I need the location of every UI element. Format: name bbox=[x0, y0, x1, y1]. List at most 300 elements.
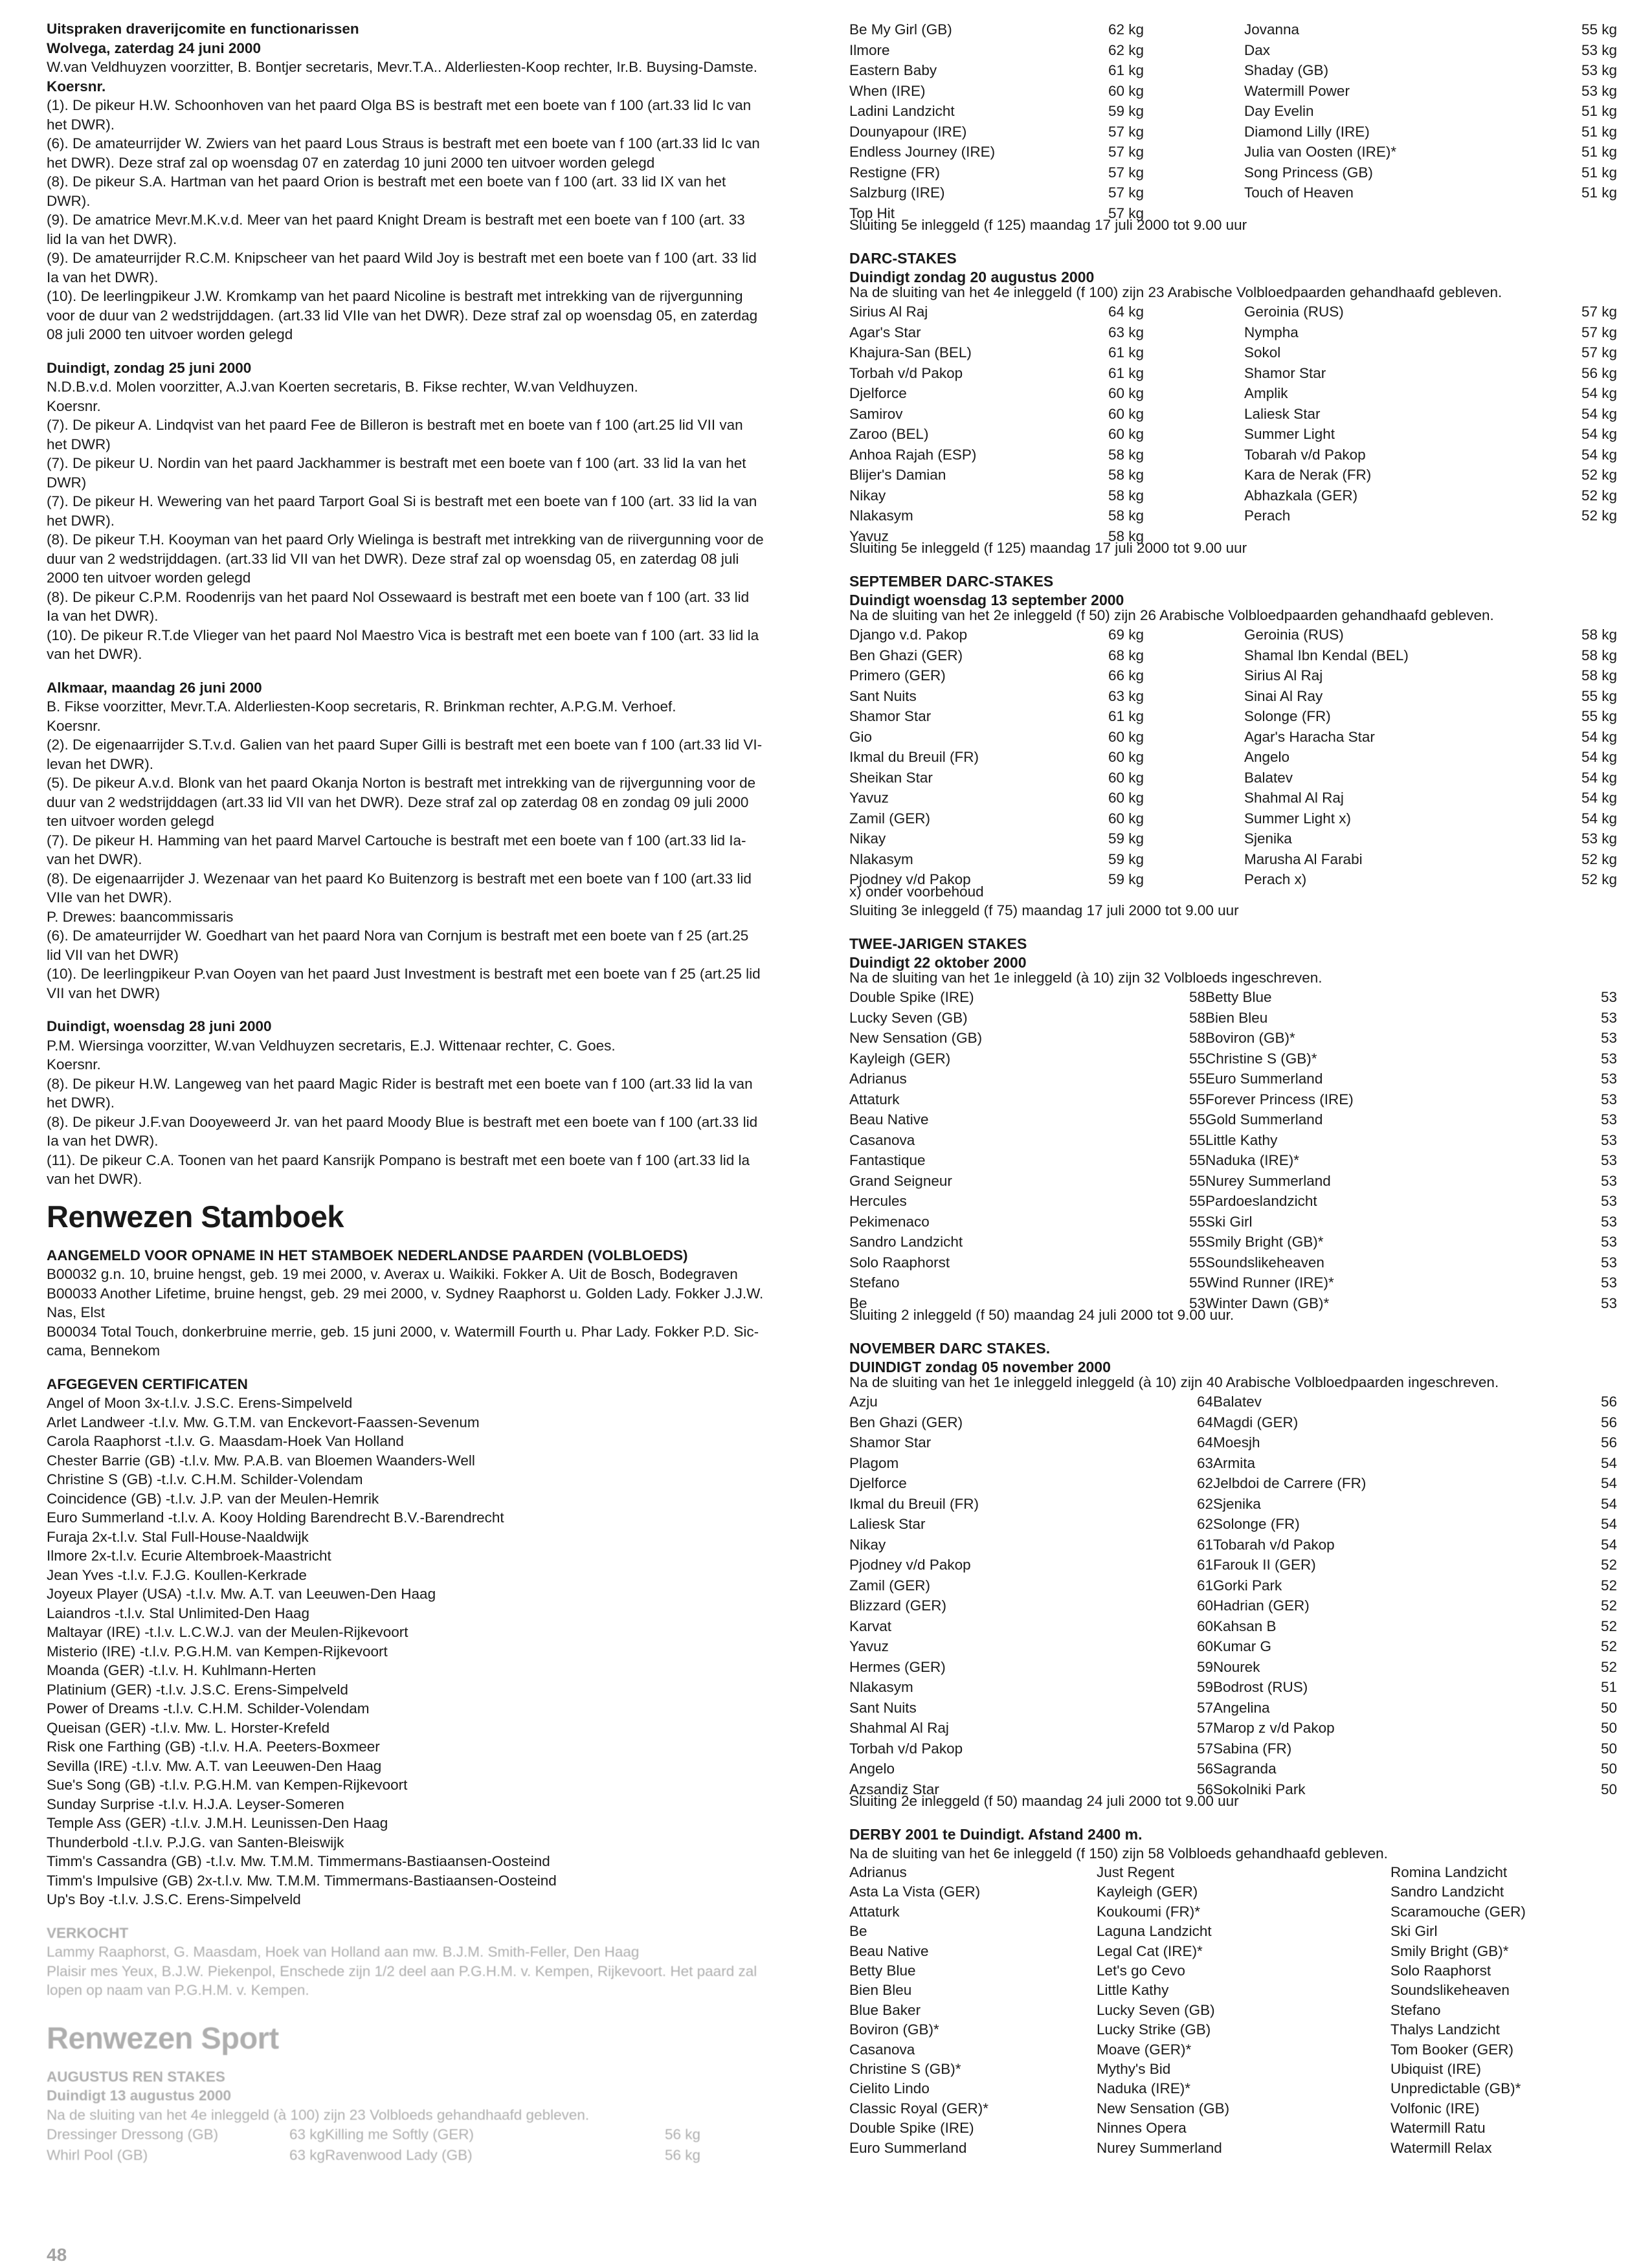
cell: 52 kg bbox=[1581, 467, 1617, 483]
cell: 52 bbox=[1600, 1597, 1617, 1614]
list-item bbox=[849, 727, 1617, 748]
list-item bbox=[849, 1677, 1617, 1698]
cell: Solo Raaphorst bbox=[1390, 1962, 1491, 1979]
cell: 50 bbox=[1600, 1699, 1617, 1716]
cell: Fantastique bbox=[849, 1152, 926, 1168]
september-date: Duindigt woensdag 13 september 2000 bbox=[849, 591, 1124, 608]
ruling-line: (7). De pikeur H. Hamming van het paard Marvel Cartouche is bestraft met een boete van f 100 (art.33 lid Ia- bbox=[47, 832, 746, 849]
list-item bbox=[849, 808, 1617, 829]
cell: Moesjh bbox=[1213, 1434, 1260, 1451]
registration-line: cama, Bennekom bbox=[47, 1342, 161, 1359]
cell: 53 bbox=[1600, 1030, 1617, 1046]
cell: 55 bbox=[1189, 1111, 1205, 1128]
cell: 64 bbox=[1196, 1434, 1213, 1451]
cell: 64 bbox=[1196, 1394, 1213, 1410]
certificate-line: Coincidence (GB) -t.l.v. J.P. van der Meulen-Hemrik bbox=[47, 1490, 379, 1507]
november-title: NOVEMBER DARC STAKES. bbox=[849, 1339, 1051, 1357]
cell: 54 kg bbox=[1581, 728, 1617, 745]
derby-title: DERBY 2001 te Duindigt. Afstand 2400 m. bbox=[849, 1825, 1143, 1843]
cell: 63 kg bbox=[289, 2146, 325, 2163]
list-item bbox=[849, 1049, 1617, 1069]
cell: Let's go Cevo bbox=[1097, 1962, 1185, 1979]
cell: Kayleigh (GER) bbox=[849, 1050, 951, 1067]
cell: Yavuz bbox=[849, 790, 889, 806]
cell: Geroinia (RUS) bbox=[1244, 304, 1344, 320]
list-item bbox=[849, 987, 1617, 1008]
cell: 60 kg bbox=[1108, 769, 1144, 786]
cell: Casanova bbox=[849, 2041, 915, 2058]
cell: Whirl Pool (GB) bbox=[47, 2146, 148, 2163]
cell: 55 bbox=[1189, 1274, 1205, 1291]
cell: 63 kg bbox=[1108, 324, 1144, 340]
sport-subtitle: AUGUSTUS REN STAKES bbox=[47, 2068, 225, 2085]
cell: 61 kg bbox=[1108, 364, 1144, 381]
certificate-line: Timm's Impulsive (GB) 2x-t.l.v. Mw. T.M.M. Timmermans-Bastiaansen-Oosteind bbox=[47, 1872, 557, 1889]
list-item bbox=[849, 1698, 1617, 1718]
list-item bbox=[849, 19, 1617, 40]
cell: Euro Summerland bbox=[849, 2139, 967, 2156]
cell: Ben Ghazi (GER) bbox=[849, 647, 963, 663]
ruling-line: 08 juli 2000 ten uitvoer worden gelegd bbox=[47, 326, 293, 342]
cell: 59 kg bbox=[1108, 871, 1144, 887]
cell: Just Regent bbox=[1097, 1864, 1175, 1880]
cell: Classic Royal (GER)* bbox=[849, 2100, 989, 2117]
cell: Gio bbox=[849, 728, 873, 745]
cell: 68 kg bbox=[1108, 647, 1144, 663]
cell: Attaturk bbox=[849, 1091, 900, 1107]
koersnr-label: Koersnr. bbox=[47, 717, 101, 734]
ruling-line: van het DWR). bbox=[47, 1171, 142, 1187]
certificate-line: Laiandros -t.l.v. Stal Unlimited-Den Haag bbox=[47, 1605, 310, 1621]
cell: Touch of Heaven bbox=[1244, 184, 1354, 201]
ruling-line: VIIe van het DWR). bbox=[47, 889, 172, 906]
cell: Nlakasym bbox=[849, 1679, 913, 1695]
list-item bbox=[849, 625, 1617, 645]
list-item bbox=[849, 1432, 1617, 1453]
registration-line: B00034 Total Touch, donkerbruine merrie, geb. 15 juni 2000, v. Watermill Fourth u. Phar Lady. Fokker P.D. Sic- bbox=[47, 1323, 759, 1340]
cell: Killing me Softly (GER) bbox=[325, 2126, 474, 2142]
cell: Gorki Park bbox=[1213, 1577, 1282, 1594]
cell: Watermill Power bbox=[1244, 82, 1350, 99]
september-list bbox=[849, 625, 1617, 890]
cell: Restigne (FR) bbox=[849, 164, 941, 181]
list-item bbox=[849, 122, 1617, 142]
cell: Nikay bbox=[849, 487, 886, 504]
spacer bbox=[47, 344, 817, 359]
ruling-line: DWR). bbox=[47, 192, 91, 209]
cell: Agar's Haracha Star bbox=[1244, 728, 1375, 745]
list-item bbox=[849, 1412, 1617, 1433]
meeting-heading: Wolvega, zaterdag 24 juni 2000 bbox=[47, 39, 261, 56]
ruling-line: levan het DWR). bbox=[47, 755, 154, 772]
cell: 53 kg bbox=[1581, 82, 1617, 99]
cell: 55 kg bbox=[1581, 708, 1617, 724]
cell: 55 bbox=[1189, 1213, 1205, 1230]
ruling-line: het DWR). bbox=[47, 116, 115, 133]
cell: Zaroo (BEL) bbox=[849, 426, 929, 442]
cell: 61 kg bbox=[1108, 708, 1144, 724]
cell: 61 bbox=[1196, 1536, 1213, 1553]
list-item bbox=[849, 363, 1617, 384]
cell: Sandro Landzicht bbox=[1390, 1884, 1504, 1900]
cell: 57 kg bbox=[1108, 205, 1144, 221]
cell: 61 bbox=[1196, 1577, 1213, 1594]
koersnr-label: Koersnr. bbox=[47, 397, 101, 414]
cell: Amplik bbox=[1244, 385, 1288, 401]
cell: 57 kg bbox=[1581, 304, 1617, 320]
cell: 51 kg bbox=[1581, 184, 1617, 201]
cell: 50 bbox=[1600, 1740, 1617, 1757]
cell: Scaramouche (GER) bbox=[1390, 1903, 1526, 1920]
cell: Be bbox=[849, 1923, 867, 1940]
cell: Christine S (GB)* bbox=[849, 2061, 961, 2078]
cell: 52 kg bbox=[1581, 871, 1617, 887]
cell: Pardoeslandzicht bbox=[1205, 1193, 1317, 1209]
list-item bbox=[47, 2124, 817, 2145]
cell: 56 bbox=[1600, 1394, 1617, 1410]
verkocht-list bbox=[47, 1942, 817, 2000]
ruling-line: (5). De pikeur A.v.d. Blonk van het paard Okanja Norton is bestraft met intrekking van de rijvergunning voor de bbox=[47, 775, 756, 791]
cell: Nikay bbox=[849, 830, 886, 847]
ruling-line: (7). De pikeur U. Nordin van het paard Jackhammer is bestraft met een boete van f 100 (art. 33 lid Ia van het bbox=[47, 455, 746, 471]
list-item bbox=[849, 1922, 1617, 1941]
ruling-line: lid VII van het DWR) bbox=[47, 946, 179, 963]
cell: Sandro Landzicht bbox=[849, 1234, 963, 1250]
list-item bbox=[849, 849, 1617, 870]
certificate-line: Joyeux Player (USA) -t.l.v. Mw. A.T. van Leeuwen-Den Haag bbox=[47, 1586, 436, 1602]
cell: 59 bbox=[1196, 1679, 1213, 1695]
certificaten-list bbox=[47, 1394, 817, 1909]
november-note: Na de sluiting van het 1e inleggeld inleggeld (à 10) zijn 40 Arabische Volbloedpaarden ingeschreven. bbox=[849, 1373, 1499, 1390]
cell: Kahsan B bbox=[1213, 1618, 1277, 1634]
cell: Ilmore bbox=[849, 41, 890, 58]
cell: 53 kg bbox=[1581, 830, 1617, 847]
cell: 53 bbox=[1600, 1152, 1617, 1168]
list-item bbox=[849, 1657, 1617, 1678]
list-item bbox=[849, 1494, 1617, 1515]
cell: Samirov bbox=[849, 405, 903, 422]
cell: 57 bbox=[1196, 1720, 1213, 1736]
left-column bbox=[47, 19, 817, 2165]
cell: Kayleigh (GER) bbox=[1097, 1884, 1198, 1900]
cell: Ubiquist (IRE) bbox=[1390, 2061, 1482, 2078]
list-item bbox=[849, 768, 1617, 788]
ruling-line: van het DWR). bbox=[47, 851, 142, 867]
cell: Abhazkala (GER) bbox=[1244, 487, 1358, 504]
cell: Wind Runner (IRE)* bbox=[1205, 1274, 1334, 1291]
cell: 54 kg bbox=[1581, 446, 1617, 463]
cell: Primero (GER) bbox=[849, 667, 946, 684]
registration-line: Nas, Elst bbox=[47, 1304, 106, 1320]
cell: Agar's Star bbox=[849, 324, 921, 340]
cell: Laliesk Star bbox=[849, 1516, 926, 1532]
list-item bbox=[849, 2099, 1617, 2118]
cell: 57 kg bbox=[1108, 184, 1144, 201]
cell: 56 kg bbox=[664, 2146, 700, 2163]
cell: 54 kg bbox=[1581, 769, 1617, 786]
ruling-line: (11). De pikeur C.A. Toonen van het paard Kansrijk Pompano is bestraft met een boete van f 100 (art.33 lid la bbox=[47, 1151, 750, 1168]
certificate-line: Moanda (GER) -t.l.v. H. Kuhlmann-Herten bbox=[47, 1662, 316, 1678]
cell: Sokolniki Park bbox=[1213, 1781, 1306, 1797]
ruling-line: (2). De eigenaarrijder S.T.v.d. Galien van het paard Super Gilli is bestraft met een boete van f 100 (art.33 lid VI- bbox=[47, 737, 763, 753]
cell: 54 kg bbox=[1581, 790, 1617, 806]
cell: Blizzard (GER) bbox=[849, 1597, 947, 1614]
twee-note: Na de sluiting van het 1e inleggeld (à 10) zijn 32 Volbloeds ingeschreven. bbox=[849, 969, 1323, 986]
cell bbox=[1244, 526, 1546, 547]
cell: Nurey Summerland bbox=[1205, 1172, 1331, 1189]
cell: Sjenika bbox=[1213, 1495, 1261, 1512]
cell: 52 bbox=[1600, 1557, 1617, 1573]
list-item bbox=[849, 1191, 1617, 1212]
cell: 60 kg bbox=[1108, 405, 1144, 422]
cell: 55 bbox=[1189, 1193, 1205, 1209]
ruling-line: VII van het DWR) bbox=[47, 984, 161, 1001]
aangemeld-title: AANGEMELD VOOR OPNAME IN HET STAMBOEK NEDERLANDSE PAARDEN (VOLBLOEDS) bbox=[47, 1247, 688, 1263]
list-item bbox=[849, 1882, 1617, 1902]
certificate-line: Temple Ass (GER) -t.l.v. J.M.H. Leunissen-Den Haag bbox=[47, 1815, 388, 1831]
cell: Winter Dawn (GB)* bbox=[1205, 1295, 1330, 1311]
ruling-line: lid Ia van het DWR). bbox=[47, 230, 177, 247]
derby-list bbox=[849, 1863, 1617, 2158]
cell: New Sensation (GB) bbox=[849, 1030, 983, 1046]
cell: Karvat bbox=[849, 1618, 892, 1634]
top-list bbox=[849, 19, 1617, 223]
list-item bbox=[849, 2139, 1617, 2158]
ruling-line: (1). De pikeur H.W. Schoonhoven van het paard Olga BS is bestraft met een boete van f 100 (art.33 lid Ic van bbox=[47, 97, 752, 113]
ruling-line: het DWR) bbox=[47, 436, 111, 452]
cell: 59 kg bbox=[1108, 850, 1144, 867]
certificate-line: Christine S (GB) -t.l.v. C.H.M. Schilder-Volendam bbox=[47, 1471, 363, 1487]
cell: Ben Ghazi (GER) bbox=[849, 1414, 963, 1430]
cell: Bien Bleu bbox=[849, 1982, 912, 1999]
cell: Marop z v/d Pakop bbox=[1213, 1720, 1335, 1736]
ruling-line: duur van 2 wedstrijddagen. (art.33 lid VII van het DWR). Deze straf zal op woensdag 05, en zaterdag 08 juli bbox=[47, 550, 739, 567]
cell: Anhoa Rajah (ESP) bbox=[849, 446, 977, 463]
cell: Geroinia (RUS) bbox=[1244, 627, 1344, 643]
cell: Shamal Ibn Kendal (BEL) bbox=[1244, 647, 1409, 663]
cell: Blijer's Damian bbox=[849, 467, 946, 483]
cell: 58 kg bbox=[1108, 467, 1144, 483]
cell: Song Princess (GB) bbox=[1244, 164, 1373, 181]
list-item bbox=[849, 1473, 1617, 1494]
cell: 60 kg bbox=[1108, 749, 1144, 765]
ruling-line: (8). De eigenaarrijder J. Wezenaar van het paard Ko Buitenzorg is bestraft met een boete van f 100 (art.33 lid bbox=[47, 870, 752, 887]
cell: Lucky Seven (GB) bbox=[849, 1009, 968, 1026]
cell: 60 kg bbox=[1108, 790, 1144, 806]
certificate-line: Arlet Landweer -t.l.v. Mw. G.T.M. van Enckevort-Faassen-Sevenum bbox=[47, 1414, 480, 1430]
certificate-line: Sevilla (IRE) -t.l.v. Mw. A.T. van Leeuwen-Den Haag bbox=[47, 1757, 382, 1774]
cell: Perach x) bbox=[1244, 871, 1307, 887]
ruling-line: P. Drewes: baancommissaris bbox=[47, 908, 234, 925]
list-item bbox=[849, 1863, 1617, 1882]
cell: Mythy's Bid bbox=[1097, 2061, 1171, 2078]
ruling-line: Ia van het DWR). bbox=[47, 608, 159, 624]
cell: 50 bbox=[1600, 1781, 1617, 1797]
cell: Nourek bbox=[1213, 1658, 1260, 1675]
cell bbox=[1546, 526, 1617, 547]
certificaten-title: AFGEGEVEN CERTIFICATEN bbox=[47, 1375, 248, 1392]
cell: Sant Nuits bbox=[849, 1699, 917, 1716]
meeting-officials: N.D.B.v.d. Molen voorzitter, A.J.van Koerten secretaris, B. Fikse rechter, W.van Veldhuyzen. bbox=[47, 379, 638, 395]
page-number: 48 bbox=[47, 2245, 67, 2265]
sold-line: lopen op naam van P.G.H.M. v. Kempen. bbox=[47, 1982, 309, 1998]
september-closing: Sluiting 3e inleggeld (f 75) maandag 17 juli 2000 tot 9.00 uur bbox=[849, 902, 1239, 918]
cell: Casanova bbox=[849, 1131, 915, 1148]
cell: Attaturk bbox=[849, 1903, 900, 1920]
cell: 55 bbox=[1189, 1131, 1205, 1148]
cell: 58 bbox=[1189, 1009, 1205, 1026]
cell: 56 bbox=[1196, 1781, 1213, 1797]
cell: 50 bbox=[1600, 1720, 1617, 1736]
cell: 58 kg bbox=[1581, 647, 1617, 663]
cell: Sirius Al Raj bbox=[1244, 667, 1323, 684]
darc-list bbox=[849, 302, 1617, 546]
meeting-heading: Alkmaar, maandag 26 juni 2000 bbox=[47, 679, 262, 696]
cell: 61 bbox=[1196, 1557, 1213, 1573]
cell: Jovanna bbox=[1244, 21, 1300, 38]
list-item bbox=[849, 1616, 1617, 1637]
list-item bbox=[849, 2079, 1617, 2098]
list-item bbox=[849, 1392, 1617, 1412]
cell: Ninnes Opera bbox=[1097, 2120, 1187, 2137]
list-item bbox=[849, 1718, 1617, 1739]
cell: 58 bbox=[1189, 1030, 1205, 1046]
cell: Smily Bright (GB)* bbox=[1205, 1234, 1324, 1250]
certificate-line: Sue's Song (GB) -t.l.v. P.G.H.M. van Kempen-Rijkevoort bbox=[47, 1777, 408, 1793]
cell: 56 bbox=[1600, 1434, 1617, 1451]
cell: Shamor Star bbox=[1244, 364, 1326, 381]
cell: 54 kg bbox=[1581, 405, 1617, 422]
cell: Betty Blue bbox=[849, 1962, 916, 1979]
list-item bbox=[849, 1150, 1617, 1171]
cell: Hermes (GER) bbox=[849, 1658, 946, 1675]
section-title: Uitspraken draverijcomite en functionarissen bbox=[47, 21, 359, 37]
certificate-line: Euro Summerland -t.l.v. A. Kooy Holding Barendrecht B.V.-Barendrecht bbox=[47, 1509, 504, 1526]
cell: 57 kg bbox=[1581, 324, 1617, 340]
cell: Dressinger Dressong (GB) bbox=[47, 2126, 219, 2142]
cell: Angelo bbox=[1244, 749, 1290, 765]
cell: 60 bbox=[1196, 1618, 1213, 1634]
list-item bbox=[849, 1273, 1617, 1293]
cell: 52 kg bbox=[1581, 850, 1617, 867]
ruling-line: (10). De leerlingpikeur J.W. Kromkamp van het paard Nicoline is bestraft met intrekking van de rijvergunning bbox=[47, 288, 743, 304]
cell: Magdi (GER) bbox=[1213, 1414, 1299, 1430]
cell: Hadrian (GER) bbox=[1213, 1597, 1310, 1614]
cell: 64 kg bbox=[1108, 304, 1144, 320]
cell: 57 kg bbox=[1108, 123, 1144, 140]
cell: Zamil (GER) bbox=[849, 810, 930, 827]
cell: Day Evelin bbox=[1244, 103, 1314, 119]
ruling-line: (10). De leerlingpikeur P.van Ooyen van het paard Just Investment is bestraft met een boete van f 25 (art.25 lid bbox=[47, 966, 761, 982]
cell: Kara de Nerak (FR) bbox=[1244, 467, 1372, 483]
cell: Soundslikeheaven bbox=[1205, 1254, 1324, 1271]
cell: 60 kg bbox=[1108, 82, 1144, 99]
cell: 56 bbox=[1196, 1761, 1213, 1777]
list-item bbox=[849, 2040, 1617, 2060]
cell: 51 bbox=[1600, 1679, 1617, 1695]
cell: Farouk II (GER) bbox=[1213, 1557, 1316, 1573]
cell: Diamond Lilly (IRE) bbox=[1244, 123, 1370, 140]
cell: Tom Booker (GER) bbox=[1390, 2041, 1514, 2058]
cell: New Sensation (GB) bbox=[1097, 2100, 1230, 2117]
cell: 62 kg bbox=[1108, 41, 1144, 58]
list-item bbox=[849, 1089, 1617, 1110]
cell: Jelbdoi de Carrere (FR) bbox=[1213, 1475, 1367, 1491]
meetings-list bbox=[47, 39, 817, 1189]
cell: 58 kg bbox=[1581, 667, 1617, 684]
ruling-line: (10). De pikeur R.T.de Vlieger van het paard Nol Maestro Vica is bestraft met een boete van f 100 (art. 33 lid la bbox=[47, 627, 759, 643]
cell: Romina Landzicht bbox=[1390, 1864, 1508, 1880]
list-item bbox=[849, 342, 1617, 363]
certificate-line: Sunday Surprise -t.l.v. H.J.A. Leyser-Someren bbox=[47, 1796, 344, 1812]
cell: 53 bbox=[1600, 1071, 1617, 1087]
list-item bbox=[849, 1008, 1617, 1028]
ruling-line: (7). De pikeur A. Lindqvist van het paard Fee de Billeron is bestraft met en boete van f 100 (art.25 lid VII van bbox=[47, 417, 743, 433]
cell: Shamor Star bbox=[849, 708, 932, 724]
cell: Yavuz bbox=[849, 528, 889, 544]
ruling-line: (8). De pikeur C.P.M. Roodenrijs van het paard Nol Ossewaard is bestraft met een boete van f 100 (art. 33 lid bbox=[47, 588, 750, 605]
cell: Stefano bbox=[1390, 2001, 1441, 2018]
cell: Sabina (FR) bbox=[1213, 1740, 1292, 1757]
cell: 53 bbox=[1600, 1234, 1617, 1250]
list-item bbox=[849, 485, 1617, 506]
cell: 61 kg bbox=[1108, 62, 1144, 78]
cell: Yavuz bbox=[849, 1638, 889, 1654]
cell: 64 bbox=[1196, 1414, 1213, 1430]
ruling-line: 2000 ten uitvoer worden gelegd bbox=[47, 570, 251, 586]
sport-heading: Renwezen Sport bbox=[47, 2020, 279, 2055]
cell: 61 kg bbox=[1108, 344, 1144, 361]
cell: 56 bbox=[1600, 1414, 1617, 1430]
list-item bbox=[849, 2020, 1617, 2040]
cell: Sokol bbox=[1244, 344, 1281, 361]
cell: Djelforce bbox=[849, 1475, 907, 1491]
cell: 54 kg bbox=[1581, 385, 1617, 401]
meeting-heading: Duindigt, woensdag 28 juni 2000 bbox=[47, 1018, 272, 1034]
cell: Sheikan Star bbox=[849, 769, 933, 786]
cell: 52 bbox=[1600, 1618, 1617, 1634]
cell: Pekimenaco bbox=[849, 1213, 930, 1230]
list-item bbox=[849, 2060, 1617, 2079]
ruling-line: (6). De amateurrijder W. Goedhart van het paard Nora van Cornjum is bestraft met een boete van f 25 (art.25 bbox=[47, 928, 749, 944]
cell: Torbah v/d Pakop bbox=[849, 1740, 963, 1757]
ruling-line: het DWR). bbox=[47, 1095, 115, 1111]
cell: 52 bbox=[1600, 1638, 1617, 1654]
certificate-line: Up's Boy -t.l.v. J.S.C. Erens-Simpelveld bbox=[47, 1891, 301, 1907]
list-item bbox=[849, 2118, 1617, 2138]
september-footnote: x) onder voorbehoud bbox=[849, 883, 984, 900]
certificate-line: Risk one Farthing (GB) -t.l.v. H.A. Peeters-Boxmeer bbox=[47, 1739, 380, 1755]
ruling-line: (8). De pikeur S.A. Hartman van het paard Orion is bestraft met een boete van f 100 (art. 33 lid IX van het bbox=[47, 173, 726, 190]
twee-closing: Sluiting 2 inleggeld (f 50) maandag 24 juli 2000 tot 9.00 uur. bbox=[849, 1307, 1234, 1323]
cell: Koukoumi (FR)* bbox=[1097, 1903, 1201, 1920]
cell: 58 kg bbox=[1581, 627, 1617, 643]
certificate-line: Chester Barrie (GB) -t.l.v. Mw. P.A.B. van Bloemen Waanders-Well bbox=[47, 1452, 475, 1469]
cell: Zamil (GER) bbox=[849, 1577, 930, 1594]
cell: 55 bbox=[1189, 1234, 1205, 1250]
cell: 62 kg bbox=[1108, 21, 1144, 38]
list-item bbox=[849, 1942, 1617, 1961]
cell: Sirius Al Raj bbox=[849, 304, 928, 320]
ruling-line: (6). De amateurrijder W. Zwiers van het paard Lous Straus is bestraft met een boete van f 100 (art.33 lid Ic van bbox=[47, 135, 760, 151]
cell: Tobarah v/d Pakop bbox=[1213, 1536, 1335, 1553]
list-item bbox=[849, 1232, 1617, 1252]
november-date: DUINDIGT zondag 05 november 2000 bbox=[849, 1358, 1111, 1375]
cell: 57 bbox=[1196, 1740, 1213, 1757]
september-title: SEPTEMBER DARC-STAKES bbox=[849, 572, 1054, 590]
cell: Nikay bbox=[849, 1536, 886, 1553]
cell: 58 bbox=[1189, 989, 1205, 1005]
